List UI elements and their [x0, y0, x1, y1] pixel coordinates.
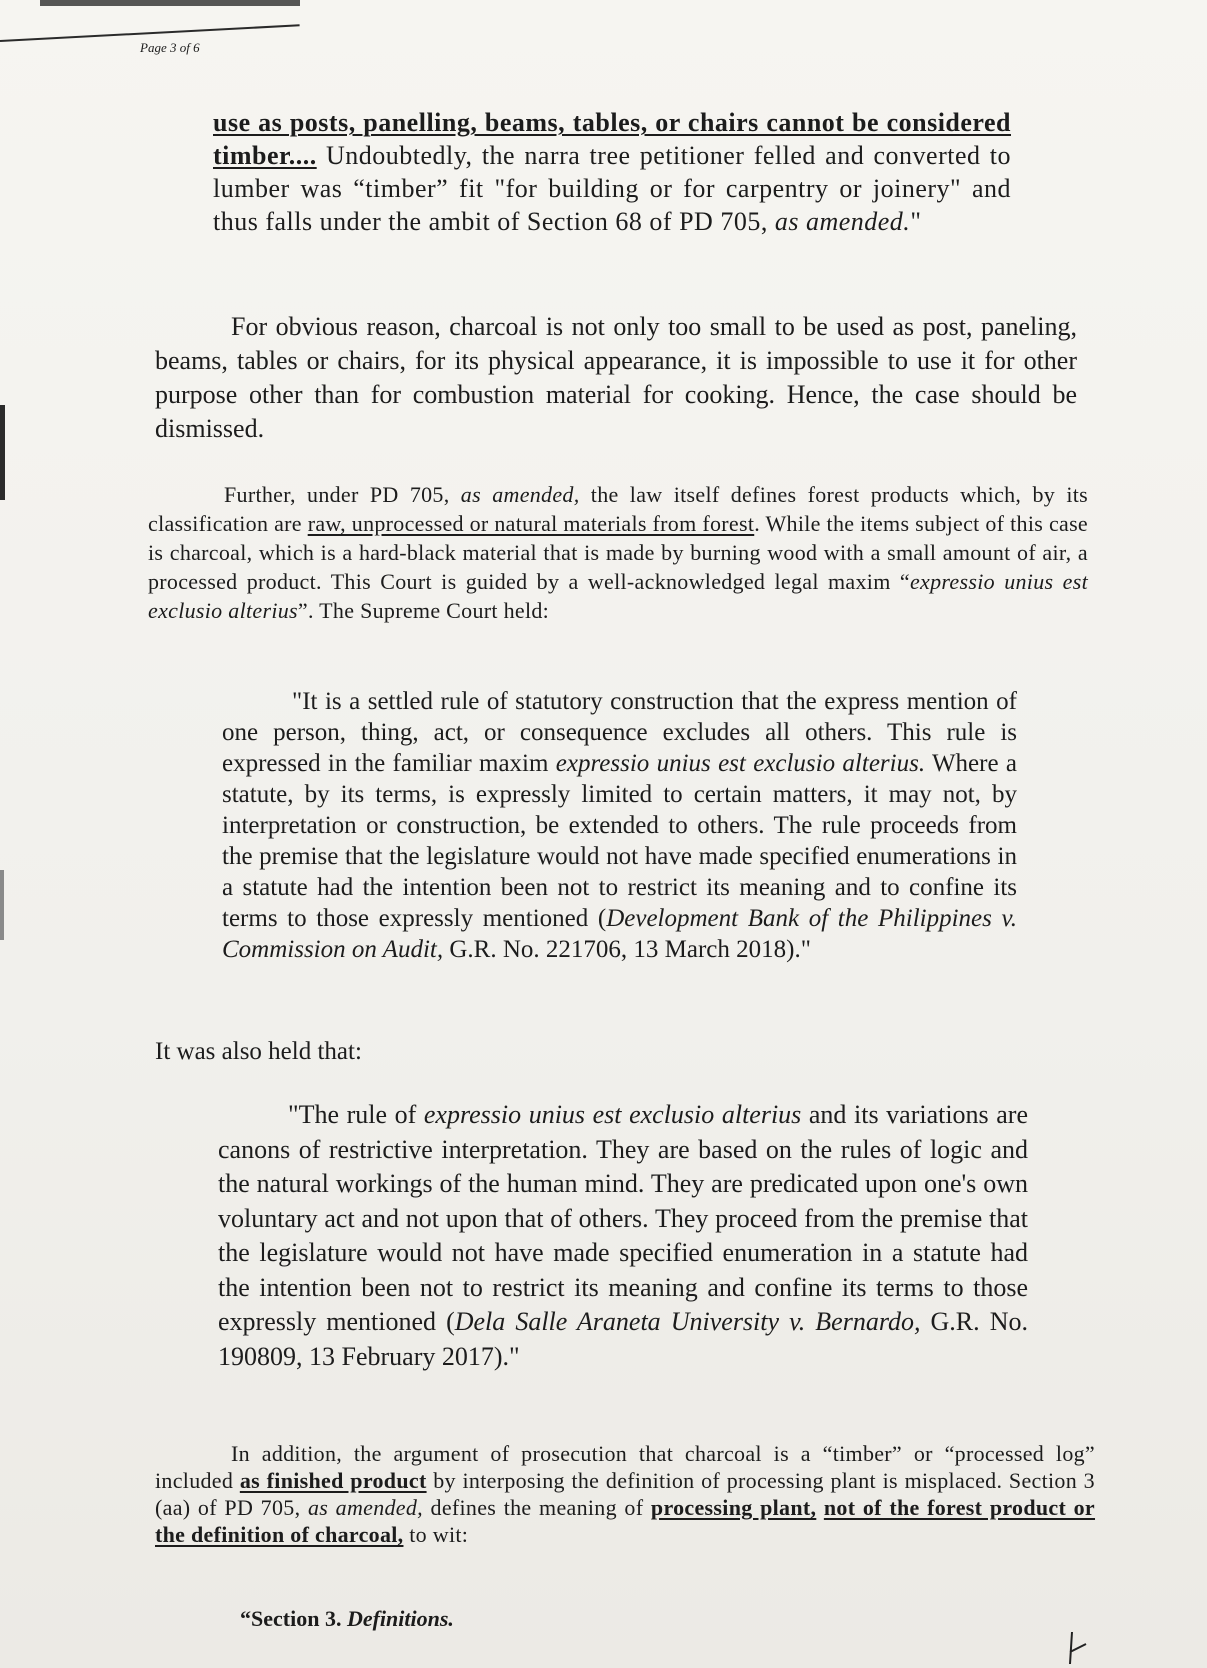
- scan-margin-mark-lower: [0, 870, 4, 940]
- quoted-passage-continuation: use as posts, panelling, beams, tables, or chairs cannot be considered timber.... Undoubtedly, the narra tree petitioner felled and converted to lumber was “timber” fit "for building or for carpentry or joinery" and thus falls under the ambit of Section 68 of PD 705, as amended.": [213, 108, 1011, 236]
- underlined-phrase: not of the forest product or the definition of charcoal,: [155, 1495, 1096, 1547]
- paragraph-forest-products: Further, under PD 705, as amended, the law itself defines forest products which, by its classification are raw, unprocessed or natural materials from forest. While the items subject of this case is charcoal, which is a hard-black material that is made by burning wood with a small amount of air, a processed product. This Court is guided by a well-acknowledged legal maxim “expressio unius est exclusio alterius”. The Supreme Court held:: [148, 482, 1089, 623]
- page-number: Page 3 of 6: [140, 40, 200, 55]
- underlined-phrase: as finished product: [239, 1468, 427, 1493]
- scan-edge-mark: [40, 0, 300, 6]
- underlined-phrase: raw, unprocessed or natural materials from forest: [307, 511, 755, 536]
- signature-mark-icon: [1050, 1630, 1090, 1666]
- block-quote-dela-salle: "The rule of expressio unius est exclusio alterius and its variations are canons of restrictive interpretation. They are based on the rules of logic and the natural workings of the human mind. They are predicated upon one's own voluntary act and not upon that of others. They proceed from the premise that the legislature would not have made specified enumeration in a statute had the intention been not to restrict its meaning and confine its terms to those expressly mentioned (Dela Salle Araneta University v. Bernardo, G.R. No. 190809, 13 February 2017).": [218, 1100, 1028, 1371]
- block-quote-dbp: "It is a settled rule of statutory construction that the express mention of one person, thing, act, or consequence excludes all others. This rule is expressed in the familiar maxim expressio unius est exclusio alterius. Where a statute, by its terms, is expressly limited to certain matters, it may not, by interpretation or construction, be extended to others. The rule proceeds from the premise that the legislature would not have made specified enumerations in a statute had the intention been not to restrict its meaning and to confine its terms to those expressly mentioned (Development Bank of the Philippines v. Commission on Audit, G.R. No. 221706, 13 March 2018).": [222, 688, 1017, 963]
- scan-margin-mark: [0, 405, 5, 500]
- section-heading: “Section 3. Definitions.: [240, 1606, 454, 1631]
- paragraph-processing-plant: In addition, the argument of prosecution that charcoal is a “timber” or “processed log” included as finished product by interposing the definition of processing plant is misplaced. Section 3 (aa) of PD 705, as amended, defines the meaning of processing plant, not of the forest product or the definition of charcoal, to wit:: [155, 1441, 1096, 1547]
- paragraph-also-held: It was also held that:: [155, 1038, 362, 1065]
- underlined-phrase: use as posts, panelling, beams, tables, or chairs cannot be considered timber....: [213, 108, 1011, 170]
- underlined-phrase: processing plant,: [650, 1495, 817, 1520]
- paragraph-charcoal-reason: For obvious reason, charcoal is not only too small to be used as post, paneling, beams, tables or chairs, for its physical appearance, it is impossible to use it for other purpose other than for combustion material for cooking. Hence, the case should be dismissed.: [155, 312, 1077, 443]
